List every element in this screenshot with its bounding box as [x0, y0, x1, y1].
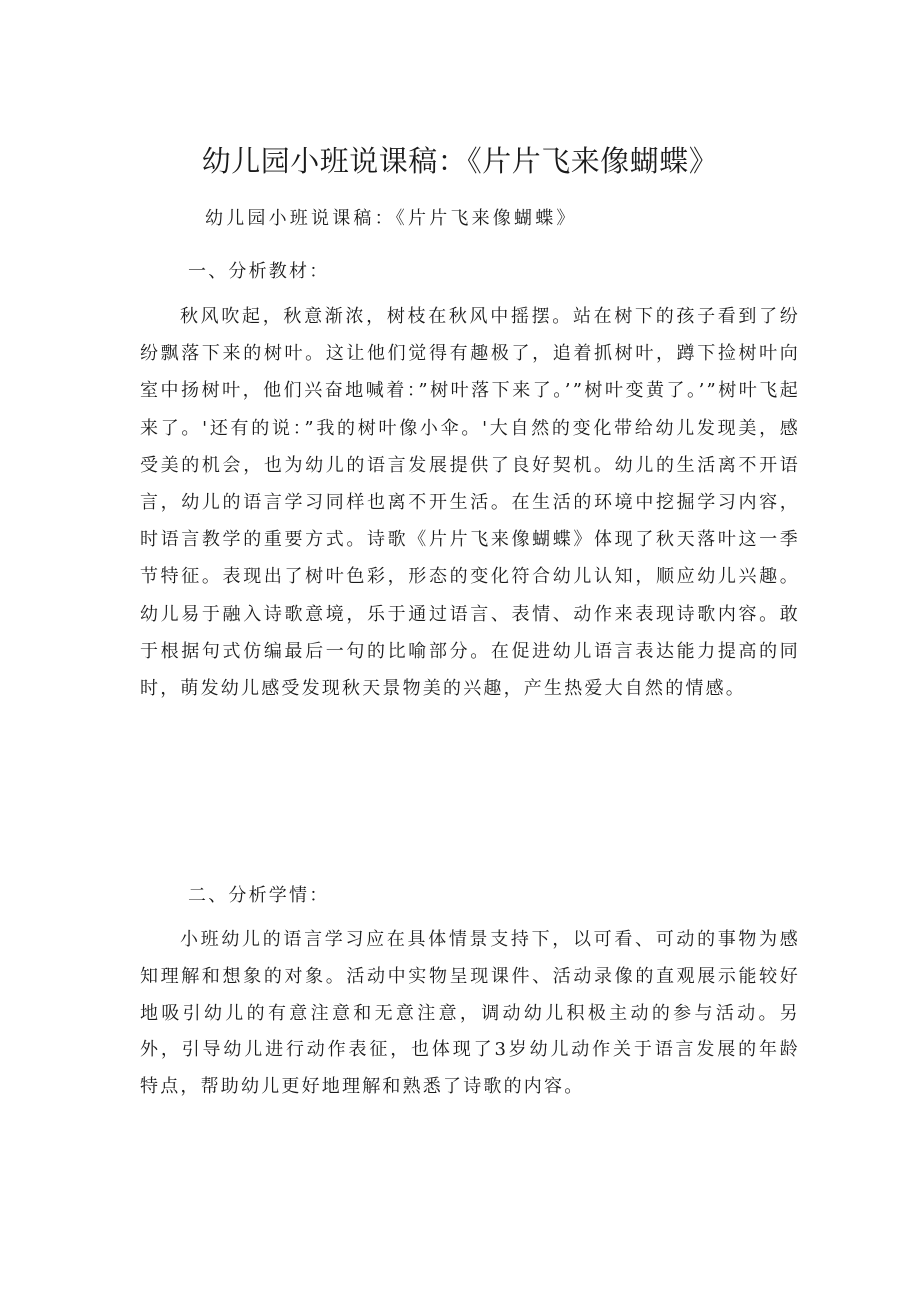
document-subtitle: 幼儿园小班说课稿：《片片飞来像蝴蝶》 — [205, 208, 578, 229]
paragraph-analysis-material: 秋风吹起，秋意渐浓，树枝在秋风中摇摆。站在树下的孩子看到了纷纷飘落下来的树叶。这让他们觉得有趣极了，追着抓树叶，蹲下捡树叶向室中扬树叶，他们兴奋地喊着：”树叶落下来了。’”树叶变黄了。’”树叶飞起来了。'还有的说：”我的树叶像小伞。'大自然的变化带给幼儿发现美，感受美的机会，也为幼儿的语言发展提供了良好契机。幼儿的生活离不开语言，幼儿的语言学习同样也离不开生活。在生活的环境中挖掘学习内容，时语言教学的重要方式。诗歌《片片飞来像蝴蝶》体现了秋天落叶这一季节特征。表现出了树叶色彩，形态的变化符合幼儿认知，顺应幼儿兴趣。幼儿易于融入诗歌意境，乐于通过语言、表情、动作来表现诗歌内容。敢于根据句式仿编最后一句的比喻部分。在促进幼儿语言表达能力提高的同时，萌发幼儿感受发现秋天景物美的兴趣，产生热爱大自然的情感。 — [140, 306, 800, 700]
section-heading-analysis-learners: 二、分析学情： — [188, 885, 330, 906]
section-heading-analysis-material: 一、分析教材： — [188, 261, 330, 282]
paragraph-analysis-learners: 小班幼儿的语言学习应在具体情景支持下，以可看、可动的事物为感知理解和想象的对象。活动中实物呈现课件、活动录像的直观展示能较好地吸引幼儿的有意注意和无意注意，调动幼儿积极主动的参与活动。另外，引导幼儿进行动作表征，也体现了3岁幼儿动作关于语言发展的年龄特点，帮助幼儿更好地理解和熟悉了诗歌的内容。 — [140, 929, 800, 1098]
page-title: 幼儿园小班说课稿：《片片飞来像蝴蝶》 — [201, 144, 719, 178]
